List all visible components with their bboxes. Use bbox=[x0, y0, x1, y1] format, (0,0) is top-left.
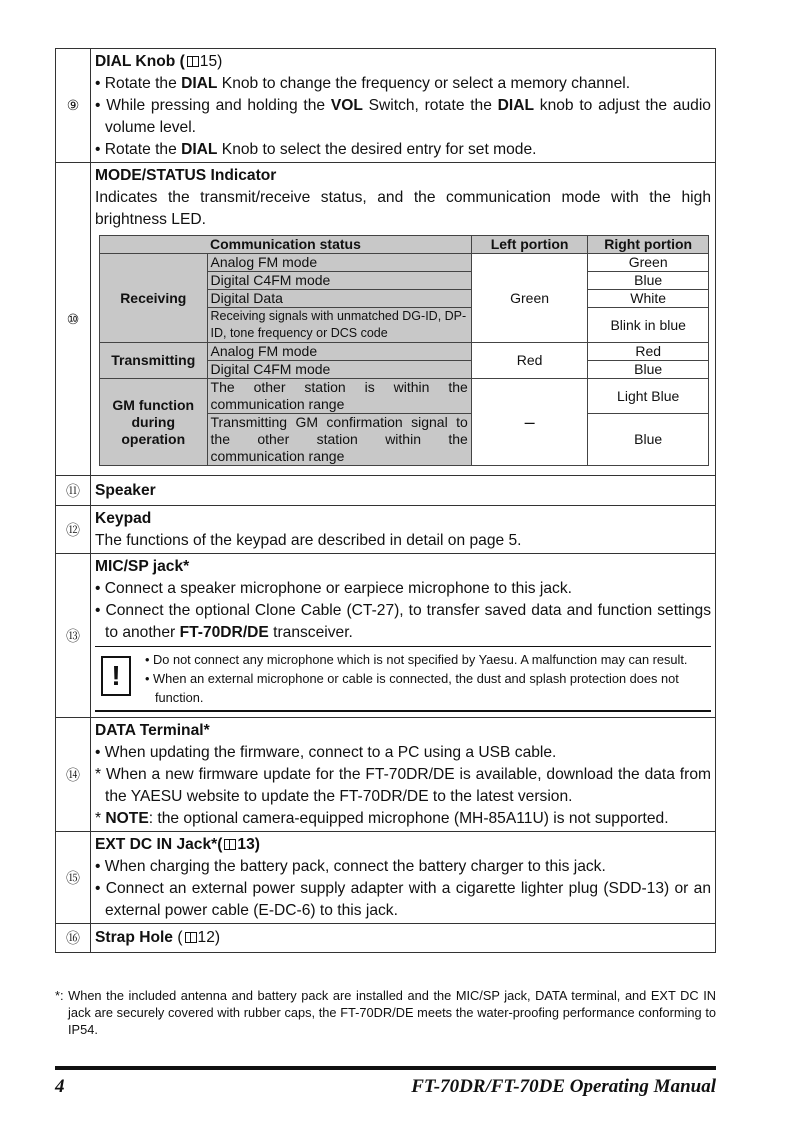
mode-cell: Digital C4FM mode bbox=[207, 361, 471, 379]
right-portion: Blue bbox=[588, 414, 709, 466]
item-title: Strap Hole ( 12) bbox=[95, 929, 221, 946]
bullet: • While pressing and holding the VOL Switch, rotate the DIAL knob to adjust the audio volume level. bbox=[95, 97, 711, 136]
right-portion: Blue bbox=[588, 361, 709, 379]
item-title: MODE/STATUS Indicator bbox=[95, 167, 277, 184]
caution-note: • When an external microphone or cable is connected, the dust and splash protection does not function. bbox=[145, 671, 679, 705]
row-speaker bbox=[56, 476, 716, 506]
row-strap-hole bbox=[56, 924, 716, 953]
mode-cell: Digital Data bbox=[207, 290, 471, 308]
footer-rule bbox=[55, 1066, 716, 1070]
bullet: • When charging the battery pack, connect the battery charger to this jack. bbox=[95, 858, 606, 875]
bullet: • Connect the optional Clone Cable (CT-27), to transfer saved data and function settings to another FT-70DR/DE transceiver. bbox=[95, 602, 711, 641]
item-number: ⑫ bbox=[56, 506, 91, 554]
right-portion: Blue bbox=[588, 272, 709, 290]
item-title: Speaker bbox=[95, 482, 156, 499]
item-number: ⑬ bbox=[56, 554, 91, 718]
caution-box bbox=[95, 646, 711, 712]
mode-cell: Digital C4FM mode bbox=[207, 272, 471, 290]
mode-cell: The other station is within the communication range bbox=[207, 379, 471, 414]
book-icon bbox=[224, 839, 236, 850]
header-status: Communication status bbox=[100, 236, 472, 254]
bullet: • Connect an external power supply adapter with a cigarette lighter plug (SDD-13) or an external power cable (E-DC-6) to this jack. bbox=[95, 880, 711, 919]
item-description: The functions of the keypad are described in detail on page 5. bbox=[95, 532, 522, 549]
footnote: *: When the included antenna and battery pack are installed and the MIC/SP jack, DATA terminal, and EXT DC IN jack are securely covered with rubber caps, the FT-70DR/DE meets the water-proofing performance conforming to IP54. bbox=[55, 988, 716, 1037]
row-data-terminal bbox=[56, 718, 716, 832]
right-portion: Green bbox=[588, 254, 709, 272]
item-title: DIAL Knob ( 15) bbox=[95, 53, 223, 70]
item-number: ⑩ bbox=[56, 163, 91, 476]
note: * NOTE: the optional camera-equipped microphone (MH-85A11U) is not supported. bbox=[95, 810, 669, 827]
mode-cell: Transmitting GM confirmation signal to the other station within the communication range bbox=[207, 414, 471, 466]
item-title: Keypad bbox=[95, 510, 152, 527]
item-number: ⑮ bbox=[56, 832, 91, 924]
group-gm-function: GM function during operation bbox=[100, 379, 208, 466]
bullet: • When updating the firmware, connect to a PC using a USB cable. bbox=[95, 744, 557, 761]
item-title: MIC/SP jack* bbox=[95, 558, 190, 575]
header-left: Left portion bbox=[471, 236, 588, 254]
item-number: ⑯ bbox=[56, 924, 91, 953]
warning-icon: ! bbox=[101, 656, 131, 696]
group-transmitting: Transmitting bbox=[100, 343, 208, 379]
row-mode-status bbox=[56, 163, 716, 476]
item-title: EXT DC IN Jack*( 13) bbox=[95, 836, 260, 853]
right-portion: Blink in blue bbox=[588, 308, 709, 343]
row-dial-knob bbox=[56, 49, 716, 163]
row-keypad bbox=[56, 506, 716, 554]
bullet: * When a new firmware update for the FT-70DR/DE is available, download the data from the YAESU website to update the FT-70DR/DE to the latest version. bbox=[95, 766, 711, 805]
right-portion: Red bbox=[588, 343, 709, 361]
group-receiving: Receiving bbox=[100, 254, 208, 343]
book-icon bbox=[185, 932, 197, 943]
page-number: 4 bbox=[55, 1076, 65, 1097]
right-portion: White bbox=[588, 290, 709, 308]
row-mic-sp-jack bbox=[56, 554, 716, 718]
row-ext-dc-in bbox=[56, 832, 716, 924]
bullet: • Connect a speaker microphone or earpiece microphone to this jack. bbox=[95, 580, 572, 597]
left-portion: Green bbox=[471, 254, 588, 343]
bullet: • Rotate the DIAL Knob to change the frequency or select a memory channel. bbox=[95, 75, 631, 92]
item-title: DATA Terminal* bbox=[95, 722, 210, 739]
mode-cell: Analog FM mode bbox=[207, 254, 471, 272]
book-icon bbox=[187, 56, 199, 67]
feature-table bbox=[55, 48, 716, 953]
left-portion: – bbox=[471, 379, 588, 466]
caution-note: • Do not connect any microphone which is not specified by Yaesu. A malfunction may can result. bbox=[145, 652, 688, 667]
mode-cell: Receiving signals with unmatched DG-ID, DP-ID, tone frequency or DCS code bbox=[207, 308, 471, 343]
right-portion: Light Blue bbox=[588, 379, 709, 414]
manual-title: FT-70DR/FT-70DE Operating Manual bbox=[411, 1076, 716, 1097]
status-table bbox=[99, 235, 709, 466]
bullet: • Rotate the DIAL Knob to select the desired entry for set mode. bbox=[95, 141, 537, 158]
item-number: ⑪ bbox=[56, 476, 91, 506]
header-right: Right portion bbox=[588, 236, 709, 254]
item-description: Indicates the transmit/receive status, and the communication mode with the high brightness LED. bbox=[95, 189, 711, 228]
item-number: ⑨ bbox=[56, 49, 91, 163]
item-number: ⑭ bbox=[56, 718, 91, 832]
left-portion: Red bbox=[471, 343, 588, 379]
mode-cell: Analog FM mode bbox=[207, 343, 471, 361]
